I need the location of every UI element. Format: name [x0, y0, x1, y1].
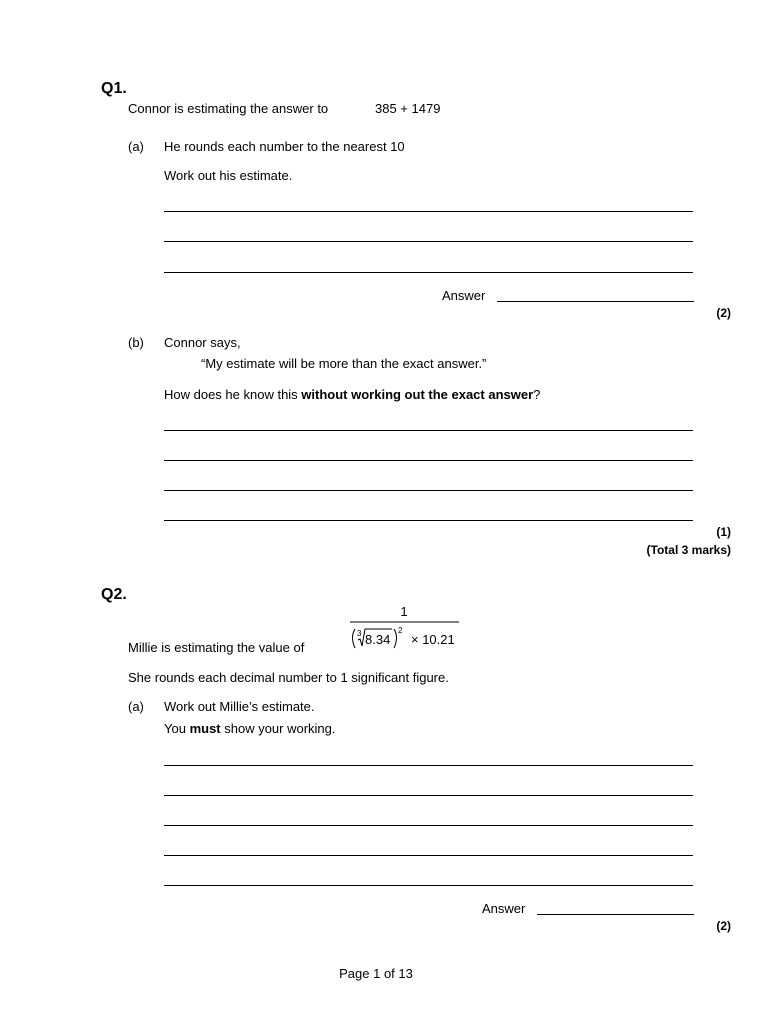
- right-parenthesis: [394, 629, 397, 648]
- q1b-working-line[interactable]: [164, 430, 693, 431]
- q1b-text: Connor says,: [164, 335, 241, 350]
- question-1-number: Q1.: [101, 80, 127, 97]
- q1b-working-line[interactable]: [164, 460, 693, 461]
- page-number: Page 1 of 13: [339, 966, 413, 981]
- q2a-working-line[interactable]: [164, 765, 693, 766]
- fraction-numerator: 1: [400, 604, 408, 619]
- q1a-answer-label: Answer: [442, 288, 486, 303]
- question-2-rounding: She rounds each decimal number to 1 significant figure.: [128, 670, 449, 685]
- question-1-intro: Connor is estimating the answer to: [128, 101, 329, 116]
- q2a-answer-line[interactable]: [537, 914, 694, 915]
- q2a-instruction-bold: must: [189, 721, 221, 736]
- q1b-question-pre: How does he know this: [164, 387, 302, 402]
- q2a-label: (a): [128, 699, 144, 714]
- fraction-expression: [348, 602, 468, 652]
- q2a-instruction-post: show your working.: [220, 721, 336, 736]
- q1b-question-post: ?: [533, 387, 541, 402]
- q2a-text: Work out Millie’s estimate.: [164, 699, 315, 714]
- radicand: 8.34: [365, 632, 391, 647]
- q1b-label: (b): [128, 335, 144, 350]
- q1a-marks: (2): [716, 306, 731, 320]
- q1b-working-line[interactable]: [164, 490, 693, 491]
- q1a-text: He rounds each number to the nearest 10: [164, 139, 405, 154]
- q1b-quote: “My estimate will be more than the exact answer.”: [201, 356, 487, 371]
- q1b-question: [164, 387, 540, 402]
- q2a-marks: (2): [716, 919, 731, 933]
- q2a-working-line[interactable]: [164, 825, 693, 826]
- q2a-instruction-pre: You: [164, 721, 190, 736]
- q1b-marks: (1): [716, 525, 731, 539]
- left-parenthesis: [353, 629, 356, 648]
- q1a-label: (a): [128, 139, 144, 154]
- q2a-answer-label: Answer: [482, 901, 526, 916]
- q1-total-marks: (Total 3 marks): [646, 543, 731, 557]
- question-2-number: Q2.: [101, 586, 127, 603]
- q1a-working-line[interactable]: [164, 211, 693, 212]
- question-2-intro: Millie is estimating the value of: [128, 640, 305, 655]
- q1a-answer-line[interactable]: [497, 301, 694, 302]
- root-index: 3: [357, 629, 362, 638]
- q1b-working-line[interactable]: [164, 520, 693, 521]
- q2a-working-line[interactable]: [164, 855, 693, 856]
- q2a-working-line[interactable]: [164, 795, 693, 796]
- question-1-expression: 385 + 1479: [375, 101, 441, 116]
- exponent: 2: [398, 626, 403, 635]
- q2a-working-line[interactable]: [164, 885, 693, 886]
- q1a-working-line[interactable]: [164, 241, 693, 242]
- q1a-working-line[interactable]: [164, 272, 693, 273]
- q2a-instruction: [164, 721, 336, 736]
- multiplier: × 10.21: [411, 632, 455, 647]
- q1b-question-bold: without working out the exact answer: [301, 387, 534, 402]
- q1a-instruction: Work out his estimate.: [164, 168, 293, 183]
